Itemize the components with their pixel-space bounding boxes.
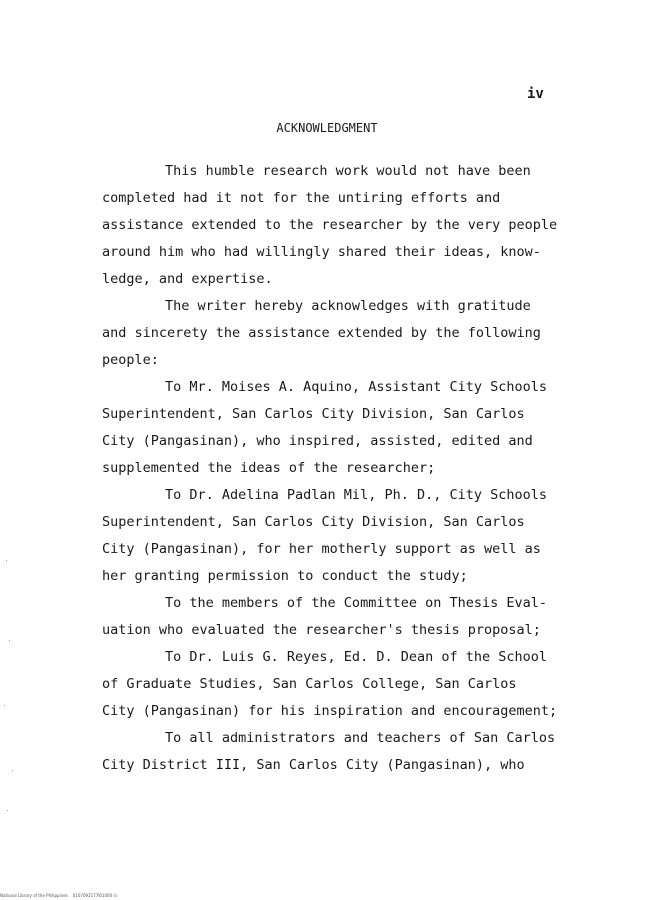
scan-speck (4, 705, 5, 706)
page-title (0, 121, 654, 135)
paragraph-line: Superintendent, San Carlos City Division, San Carlos (102, 406, 525, 422)
paragraph-line: City (Pangasinan), for her motherly support as well as (102, 541, 541, 557)
paragraph-line: City District III, San Carlos City (Pangasinan), who (102, 757, 525, 773)
paragraph-line: To all administrators and teachers of San Carlos (165, 730, 556, 746)
paragraph-line: uation who evaluated the researcher's thesis proposal; (102, 622, 541, 638)
page-number: iv (527, 86, 544, 102)
paragraph-line: The writer hereby acknowledges with gratitude (165, 298, 531, 314)
paragraph-line: Superintendent, San Carlos City Division, San Carlos (102, 514, 525, 530)
heading-text: ACKNOWLEDGMENT (276, 121, 378, 135)
scan-footer: National Library of the Philippines 0107092177I01000 iii (0, 893, 117, 898)
paragraph-line: supplemented the ideas of the researcher; (102, 460, 436, 476)
paragraph-line: people: (102, 352, 159, 368)
paragraph-line: City (Pangasinan), who inspired, assisted, edited and (102, 433, 533, 449)
paragraph-line: This humble research work would not have been (165, 163, 531, 179)
paragraph-line: To Dr. Luis G. Reyes, Ed. D. Dean of the School (165, 649, 548, 665)
paragraph-line: of Graduate Studies, San Carlos College, San Carlos (102, 676, 517, 692)
paragraph-line: her granting permission to conduct the study; (102, 568, 468, 584)
scan-speck (9, 640, 10, 641)
scan-speck (7, 810, 8, 811)
paragraph-line: City (Pangasinan) for his inspiration and encouragement; (102, 703, 558, 719)
paragraph-line: To Mr. Moises A. Aquino, Assistant City Schools (165, 379, 548, 395)
paragraph-line: To Dr. Adelina Padlan Mil, Ph. D., City Schools (165, 487, 548, 503)
paragraph-line: completed had it not for the untiring efforts and (102, 190, 501, 206)
paragraph-line: assistance extended to the researcher by the very people (102, 217, 558, 233)
paragraph-line: around him who had willingly shared their ideas, know- (102, 244, 541, 260)
paragraph-line: ledge, and expertise. (102, 271, 273, 287)
paragraph-line: and sincerety the assistance extended by the following (102, 325, 541, 341)
paragraph-line: To the members of the Committee on Thesis Eval- (165, 595, 548, 611)
scan-speck (12, 770, 13, 771)
scan-speck (6, 560, 7, 561)
